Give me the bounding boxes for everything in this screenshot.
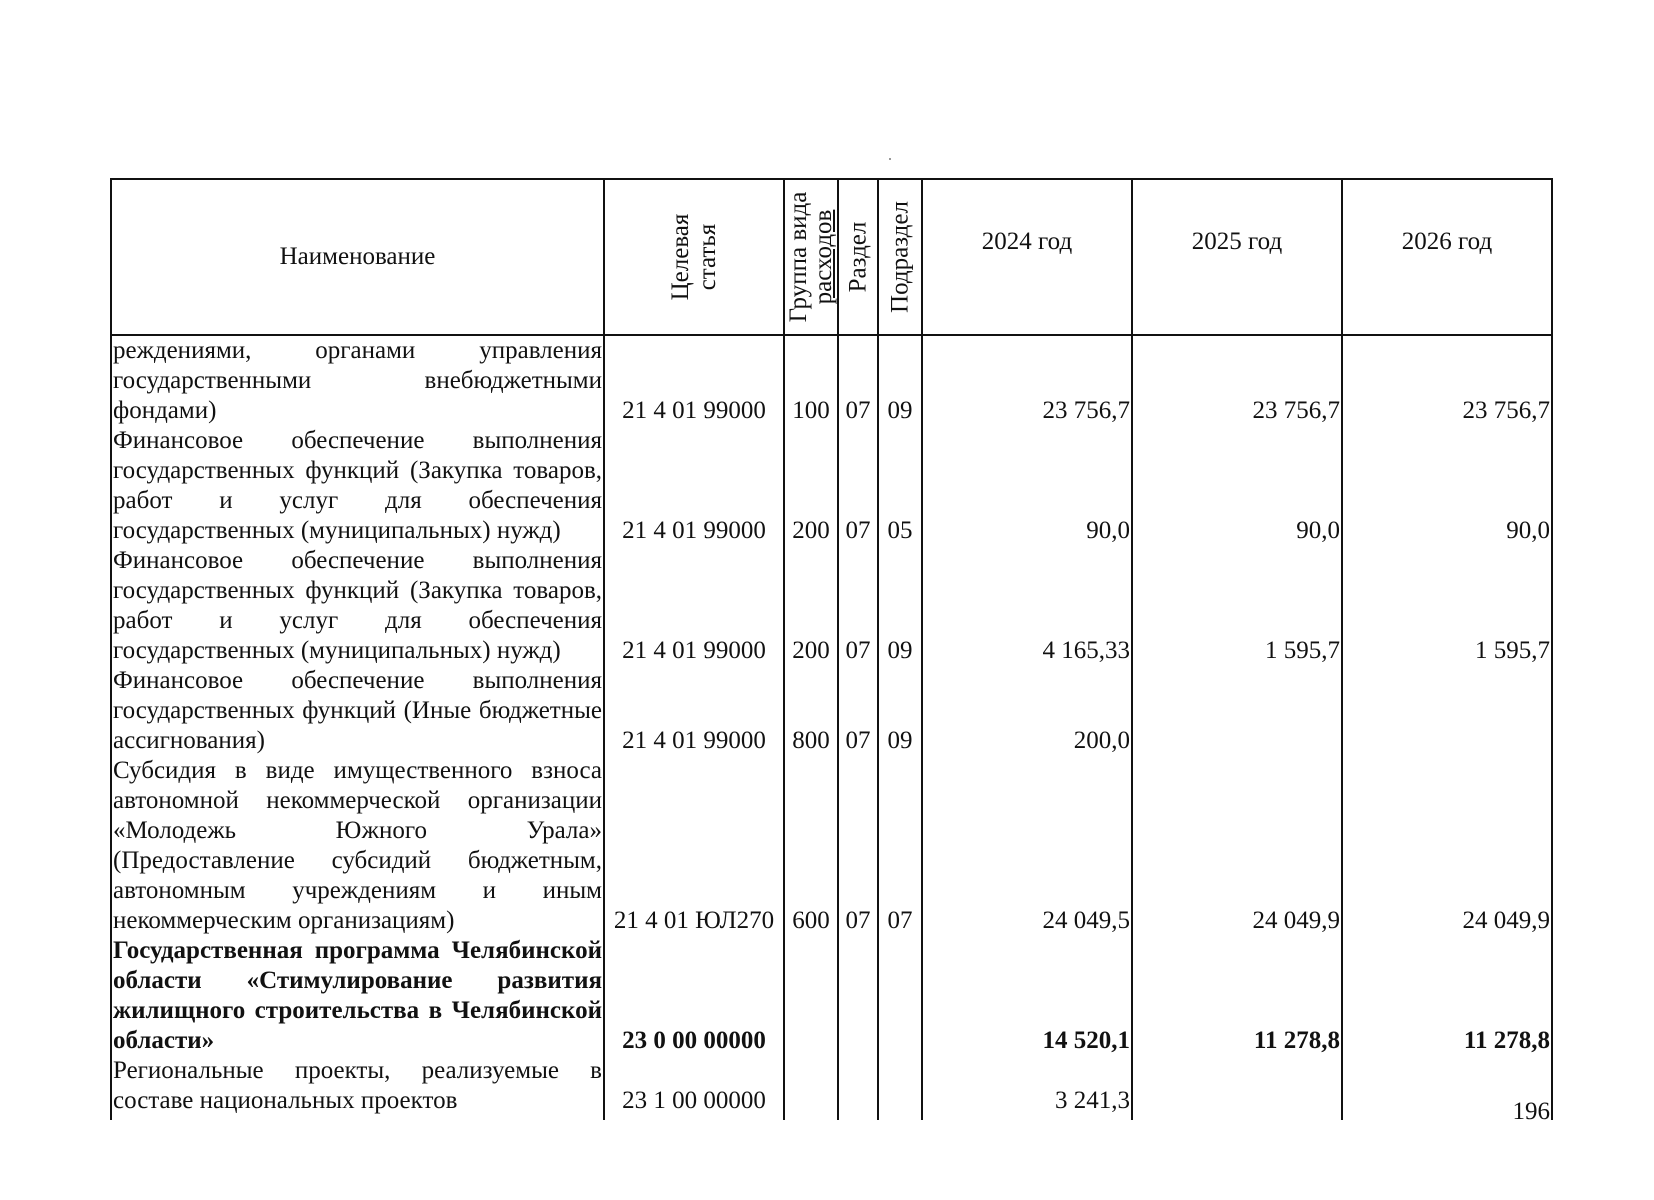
header-target-article-line2: статья — [694, 223, 721, 291]
cell-2026: 1 595,7 — [1342, 546, 1552, 666]
cell-name: Финансовое обеспечение выполнения государственных функций (Закупка товаров, работ и услуг для обеспечения государственных (муниципальных) нужд) — [113, 547, 602, 664]
cell-name: Государственная программа Челябинской области «Стимулирование развития жилищного строительства в Челябинской области» — [113, 937, 602, 1054]
cell-name: Субсидия в виде имущественного взноса автономной некоммерческой организации «Молодежь Южного Урала» (Предоставление субсидий бюджетным, автономным учреждениям и иным некоммерческим организациям) — [113, 757, 602, 934]
table-row — [111, 756, 1552, 936]
cell-2026 — [1342, 666, 1552, 756]
budget-table — [110, 178, 1553, 1120]
table-body — [111, 335, 1552, 1120]
cell-2026: 90,0 — [1342, 426, 1552, 546]
cell-target-article: 23 0 00 00000 — [604, 936, 784, 1056]
header-target-article-line1: Целевая — [667, 213, 694, 301]
table-row — [111, 936, 1552, 1056]
header-subsection — [878, 179, 922, 335]
cell-subsection: 09 — [878, 666, 922, 756]
cell-2026: 24 049,9 — [1342, 756, 1552, 936]
header-expense-group — [784, 179, 838, 335]
header-section — [838, 179, 878, 335]
cell-name: Финансовое обеспечение выполнения государственных функций (Закупка товаров, работ и услуг для обеспечения государственных (муниципальных) нужд) — [113, 427, 602, 544]
table-header — [111, 179, 1552, 335]
cell-2025: 23 756,7 — [1132, 335, 1342, 426]
cell-expense-group: 800 — [784, 666, 838, 756]
header-year-2025: 2025 год — [1132, 179, 1342, 335]
cell-subsection: 09 — [878, 335, 922, 426]
cell-target-article: 23 1 00 00000 — [604, 1056, 784, 1120]
cell-target-article: 21 4 01 99000 — [604, 546, 784, 666]
cell-2024: 14 520,1 — [922, 936, 1132, 1056]
cell-expense-group — [784, 936, 838, 1056]
cell-2024: 90,0 — [922, 426, 1132, 546]
table-row — [111, 1056, 1552, 1120]
cell-section: 07 — [838, 426, 878, 546]
cell-target-article: 21 4 01 ЮЛ270 — [604, 756, 784, 936]
cell-2025: 1 595,7 — [1132, 546, 1342, 666]
cell-2026: 23 756,7 — [1342, 335, 1552, 426]
cell-target-article: 21 4 01 99000 — [604, 666, 784, 756]
header-expense-group-line1: Группа вида — [785, 191, 812, 323]
header-target-article — [604, 179, 784, 335]
cell-2026: 11 278,8 — [1342, 936, 1552, 1056]
header-name: Наименование — [111, 179, 604, 335]
table-row — [111, 426, 1552, 546]
cell-section — [838, 1056, 878, 1120]
cell-name: Финансовое обеспечение выполнения государственных функций (Иные бюджетные ассигнования) — [113, 667, 602, 754]
cell-subsection: 05 — [878, 426, 922, 546]
cell-section — [838, 936, 878, 1056]
cell-expense-group — [784, 1056, 838, 1120]
cell-2025: 24 049,9 — [1132, 756, 1342, 936]
cell-expense-group: 600 — [784, 756, 838, 936]
cell-name: Региональные проекты, реализуемые в составе национальных проектов — [111, 1056, 604, 1120]
header-year-2026: 2026 год — [1342, 179, 1552, 335]
cell-name: реждениями, органами управления государственными внебюджетными фондами) — [113, 337, 602, 424]
header-year-2024: 2024 год — [922, 179, 1132, 335]
cell-section: 07 — [838, 335, 878, 426]
cell-subsection — [878, 1056, 922, 1120]
cell-2025: 90,0 — [1132, 426, 1342, 546]
cell-target-article: 21 4 01 99000 — [604, 426, 784, 546]
header-section-label: Раздел — [844, 221, 872, 293]
cell-expense-group: 200 — [784, 546, 838, 666]
cell-expense-group: 100 — [784, 335, 838, 426]
cell-2025 — [1132, 666, 1342, 756]
scan-speck — [889, 158, 891, 160]
cell-subsection — [878, 936, 922, 1056]
cell-2024: 4 165,33 — [922, 546, 1132, 666]
cell-2024: 23 756,7 — [922, 335, 1132, 426]
cell-section: 07 — [838, 546, 878, 666]
cell-subsection: 09 — [878, 546, 922, 666]
cell-section: 07 — [838, 756, 878, 936]
table-row — [111, 546, 1552, 666]
cell-subsection: 07 — [878, 756, 922, 936]
cell-target-article: 21 4 01 99000 — [604, 335, 784, 426]
cell-2024: 200,0 — [922, 666, 1132, 756]
header-expense-group-line2: расходов — [810, 209, 837, 305]
cell-section: 07 — [838, 666, 878, 756]
cell-2025: 11 278,8 — [1132, 936, 1342, 1056]
cell-expense-group: 200 — [784, 426, 838, 546]
header-subsection-label: Подраздел — [886, 201, 914, 313]
table-row — [111, 335, 1552, 426]
table-row — [111, 666, 1552, 756]
cell-2024: 3 241,3 — [922, 1056, 1132, 1120]
cell-2025 — [1132, 1056, 1342, 1120]
cell-2024: 24 049,5 — [922, 756, 1132, 936]
page-number: 196 — [1512, 1098, 1550, 1125]
